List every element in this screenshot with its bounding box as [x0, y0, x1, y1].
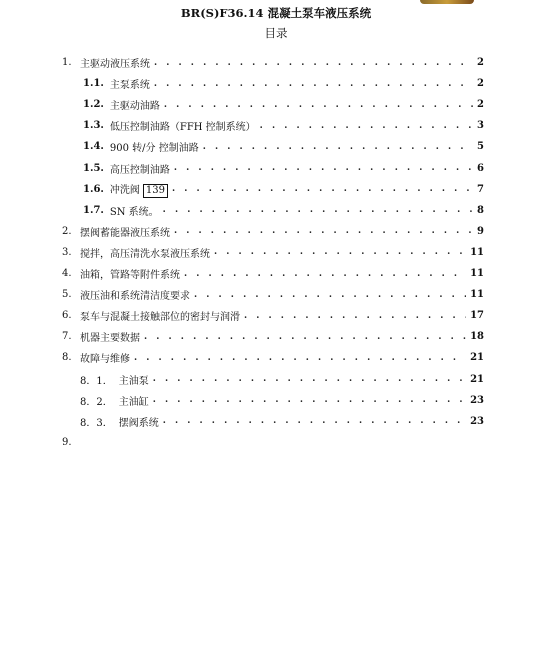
- toc-entry-number: 1.4.: [83, 141, 104, 153]
- toc-entry-page: 23: [470, 415, 484, 427]
- toc-entry[interactable]: [80, 411, 484, 432]
- toc-entry-title: 主油泵: [118, 375, 149, 387]
- toc-entry-number: 8．3．: [80, 417, 113, 429]
- toc-entry-number: 5.: [62, 289, 72, 301]
- toc-entry-page: 2: [477, 78, 484, 90]
- toc-entry-title: 主驱动液压系统: [80, 59, 150, 70]
- toc-entry[interactable]: [62, 242, 484, 263]
- toc-entry-title: 冲洗阀 139: [110, 181, 168, 198]
- toc-entry-number: 3.: [62, 246, 72, 258]
- toc-entry-number: 8.: [62, 352, 72, 364]
- toc-entry-page: 2: [477, 57, 484, 68]
- toc-entry[interactable]: [83, 200, 484, 221]
- document-title: BR(S)F36.14 混凝土泵车液压系统: [180, 6, 372, 20]
- toc-entry-title: 液压油和系统清洁度要求: [80, 291, 190, 303]
- toc-leader-dots: [153, 374, 466, 384]
- toc-entry-page: 21: [470, 373, 484, 385]
- toc-leader-dots: [184, 269, 466, 279]
- toc-leader-dots: [260, 121, 473, 131]
- toc-entry-page: 6: [477, 162, 484, 174]
- toc-leader-dots: [163, 416, 466, 426]
- toc-entry[interactable]: [62, 432, 484, 453]
- toc-entry[interactable]: [80, 390, 484, 411]
- toc-entry[interactable]: [62, 263, 484, 284]
- toc-leader-dots: [174, 226, 473, 236]
- toc-entry-page: 11: [470, 246, 484, 258]
- toc-entry-title: 900 转/分 控制油路: [109, 143, 199, 155]
- toc-entry-page: 17: [470, 310, 484, 322]
- toc-entry-page: 21: [470, 352, 484, 364]
- toc-entry-page: 5: [477, 141, 484, 153]
- toc-entry[interactable]: [83, 136, 484, 157]
- toc-entry-number: 1.1.: [83, 78, 104, 90]
- toc-entry-number: 1.: [62, 57, 72, 68]
- logo-fragment: [420, 0, 474, 4]
- toc-entry[interactable]: [83, 115, 484, 136]
- toc-entry-number: 2.: [62, 225, 72, 237]
- toc-entry-page: 8: [477, 204, 484, 216]
- toc-entry-title: 搅拌，高压清洗水泵液压系统: [80, 248, 210, 260]
- toc-leader-dots: [154, 58, 473, 68]
- toc-leader-dots: [214, 247, 466, 257]
- toc-entry[interactable]: [62, 347, 484, 368]
- toc-entry-number: 1.6.: [83, 183, 104, 195]
- toc-entry-number: 7.: [62, 331, 72, 343]
- toc-entry[interactable]: [83, 73, 484, 94]
- toc-entry[interactable]: [62, 326, 484, 347]
- toc-entry[interactable]: [62, 52, 484, 73]
- toc-leader-dots: [153, 395, 466, 405]
- toc-entry-title: 主驱动油路: [109, 101, 160, 113]
- toc-entry-title: SN 系统。: [109, 206, 159, 218]
- toc-entry[interactable]: [83, 158, 484, 179]
- toc-entry-title: 机器主要数据: [80, 333, 140, 345]
- toc-entry-title: 低压控制油路（FFH 控制系统）: [109, 122, 256, 134]
- toc-leader-dots: [172, 184, 473, 194]
- toc-leader-dots: [244, 311, 466, 321]
- toc-heading: 目录: [264, 26, 288, 40]
- toc-entry-title: 故障与维修: [80, 354, 130, 366]
- toc-entry-number: 1.3.: [83, 120, 104, 132]
- toc-entry-page: 18: [470, 331, 484, 343]
- toc-entry-title: 泵车与混凝土接触部位的密封与润滑: [80, 312, 240, 324]
- toc-entry-page: 7: [477, 183, 484, 195]
- toc-entry[interactable]: [62, 284, 484, 305]
- toc-entry-number: 1.7.: [83, 204, 104, 216]
- toc-entry-page: 11: [470, 289, 484, 301]
- toc-entry-title: 摆阀系统: [118, 417, 159, 429]
- toc-entry-title: 主泵系统: [109, 80, 150, 92]
- toc-entry[interactable]: [83, 179, 484, 200]
- toc-entry[interactable]: [83, 94, 484, 115]
- toc-leader-dots: [203, 142, 473, 152]
- toc-entry-title: 摆阀蓄能器液压系统: [80, 227, 170, 239]
- toc-entry-page: 3: [477, 120, 484, 132]
- toc-entry-page: 2: [477, 99, 484, 111]
- toc-entry[interactable]: [62, 305, 484, 326]
- toc-entry-number: 8．1．: [80, 375, 113, 387]
- toc-entry-page: 9: [477, 225, 484, 237]
- boxed-number: 139: [143, 184, 168, 198]
- toc-entry-number: 1.5.: [83, 162, 104, 174]
- toc-entry-title: 油箱，管路等附件系统: [80, 270, 180, 281]
- toc-leader-dots: [163, 205, 473, 215]
- toc-leader-dots: [174, 163, 473, 173]
- toc-leader-dots: [164, 100, 473, 110]
- toc-entry-page: 23: [470, 394, 484, 406]
- toc-entry-number: 9.: [62, 436, 72, 448]
- toc-entry-number: 1.2.: [83, 99, 104, 111]
- toc-leader-dots: [154, 79, 473, 89]
- toc-leader-dots: [134, 353, 466, 363]
- toc-entry-number: 8．2．: [80, 396, 113, 408]
- toc-leader-dots: [144, 332, 466, 342]
- toc-entry-title: 高压控制油路: [109, 164, 170, 176]
- toc-entry[interactable]: [62, 221, 484, 242]
- toc-entry-number: 6.: [62, 310, 72, 322]
- toc-entry[interactable]: [80, 369, 484, 390]
- toc-entry-title: 主油缸: [118, 396, 149, 408]
- toc-entry-page: 11: [470, 268, 484, 279]
- toc-entry-number: 4.: [62, 268, 72, 279]
- toc-leader-dots: [194, 290, 466, 300]
